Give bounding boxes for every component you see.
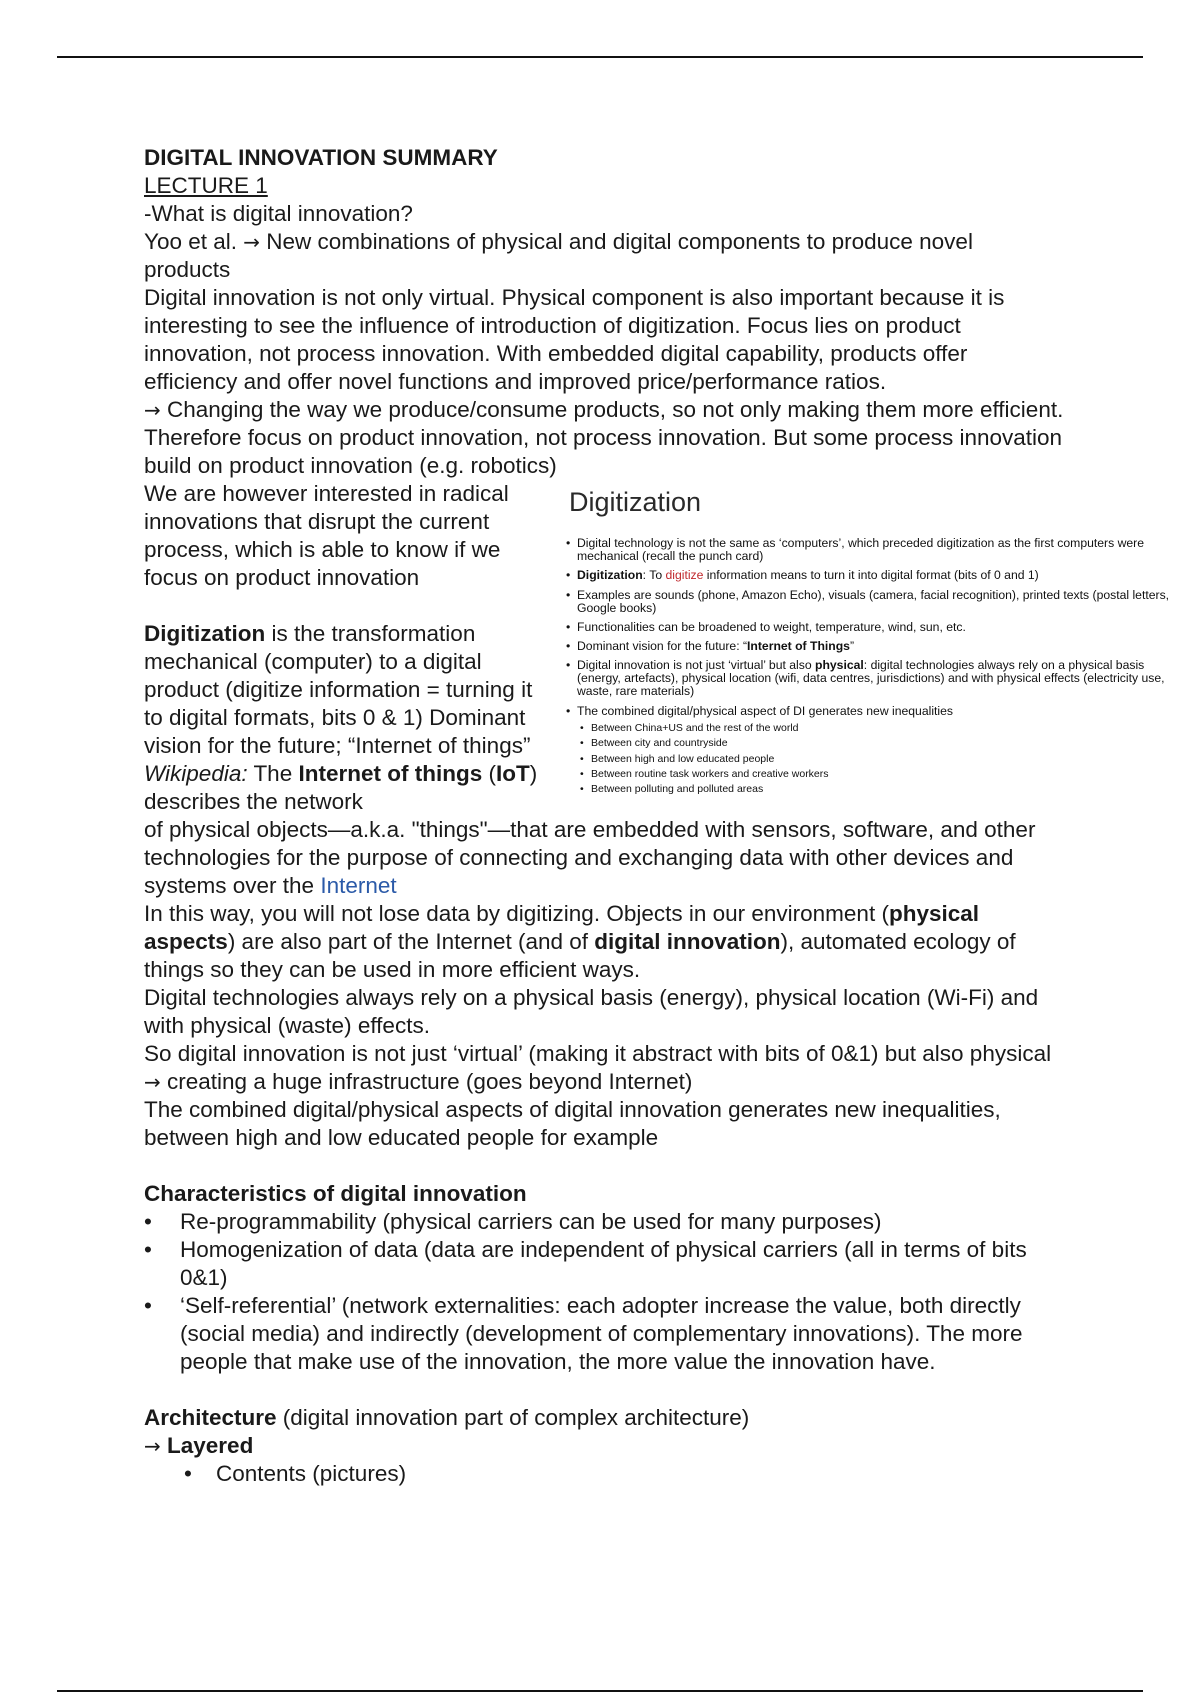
- layered-heading: → Layered: [144, 1433, 254, 1458]
- slide-sub-bullet: • Between polluting and polluted areas: [577, 782, 1183, 797]
- yoo-definition: Yoo et al. → New combinations of physical and digital components to produce novel products: [144, 229, 973, 282]
- bottom-rule: [57, 1690, 1143, 1692]
- internet-link[interactable]: Internet: [320, 873, 397, 898]
- layered-list: [144, 1460, 1064, 1488]
- slide-title: Digitization: [569, 487, 702, 517]
- slide-sub-bullet: • Between China+US and the rest of the world: [577, 721, 1183, 736]
- list-item: • Homogenization of data (data are independent of physical carriers (all in terms of bits 0&1): [144, 1236, 1064, 1292]
- top-rule: [57, 56, 1143, 58]
- wikipedia-quote-start: Wikipedia: The Internet of things (IoT) describes the network: [144, 761, 538, 814]
- arrow-icon: →: [144, 1434, 161, 1458]
- slide-bullet: • The combined digital/physical aspect of DI generates new inequalities • Between China+US and the rest of the world • Between city and countryside • Between high and low educated people • Between routine task workers and creative workers • Between polluting and polluted areas: [563, 705, 1183, 798]
- paragraph-data-loss: In this way, you will not lose data by digitizing. Objects in our environment (physical aspects) are also part of the Internet (and of digital innovation), automated ecology of things so they can be used in more efficient ways.: [144, 901, 1016, 982]
- digitization-definition: Digitization is the transformation mechanical (computer) to a digital product (digitize information = turning it to digital formats, bits 0 & 1) Dominant vision for the future; “Internet of things”: [144, 621, 533, 758]
- digitization-column: [144, 480, 549, 816]
- paragraph-inequalities: The combined digital/physical aspects of digital innovation generates new inequalities, between high and low educated people for example: [144, 1097, 1001, 1150]
- paragraph-virtual: Digital innovation is not only virtual. Physical component is also important because it is interesting to see the influence of introduction of digitization. Focus lies on product innovation, not process innovation. With embedded digital capability, products offer efficiency and offer novel functions and improved price/performance ratios.: [144, 285, 1005, 394]
- intro-question: -What is digital innovation?: [144, 201, 413, 226]
- lecture-heading: LECTURE 1: [144, 173, 268, 198]
- characteristics-heading: Characteristics of digital innovation: [144, 1181, 527, 1206]
- paragraph-physical-basis: Digital technologies always rely on a physical basis (energy), physical location (Wi-Fi) and with physical (waste) effects.: [144, 985, 1039, 1038]
- list-item: • Re-programmability (physical carriers can be used for many purposes): [144, 1208, 1064, 1236]
- paragraph-changing: → Changing the way we produce/consume products, so not only making them more efficient. Therefore focus on product innovation, not process innovation. But some process innovation build on product innovation (e.g. robotics): [144, 397, 1064, 478]
- slide-bullets: [563, 537, 1183, 798]
- arrow-icon: →: [144, 398, 161, 422]
- slide-sub-bullets: [577, 721, 1183, 798]
- slide-bullet: • Digitization: To digitize information means to turn it into digital format (bits of 0 and 1): [563, 569, 1183, 582]
- document-body: [144, 144, 1170, 1488]
- wikipedia-quote-continued: of physical objects—a.k.a. "things"—that are embedded with sensors, software, and other technologies for the purpose of connecting and exchanging data with other devices and systems over the Internet: [144, 817, 1036, 898]
- architecture-heading: Architecture (digital innovation part of complex architecture): [144, 1405, 750, 1430]
- paragraph-radical: We are however interested in radical innovations that disrupt the current process, which is able to know if we focus on product innovation: [144, 481, 509, 590]
- slide-bullet: • Digital technology is not the same as ‘computers’, which preceded digitization as the first computers were mechanical (recall the punch card): [563, 537, 1183, 563]
- slide-bullet: • Digital innovation is not just ‘virtual’ but also physical: digital technologies always rely on a physical basis (energy, artefacts), physical location (wifi, data centres, jurisdictions) and with physical effects (electricity use, waste, rare materials): [563, 659, 1183, 698]
- document-title: DIGITAL INNOVATION SUMMARY: [144, 145, 498, 170]
- slide-bullet: • Examples are sounds (phone, Amazon Echo), visuals (camera, facial recognition), printed texts (postal letters, Google books): [563, 589, 1183, 615]
- slide-sub-bullet: • Between high and low educated people: [577, 752, 1183, 767]
- slide-bullet: • Dominant vision for the future: “Internet of Things”: [563, 640, 1183, 653]
- slide-sub-bullet: • Between city and countryside: [577, 736, 1183, 751]
- slide-bullet: • Functionalities can be broadened to weight, temperature, wind, sun, etc.: [563, 621, 1183, 634]
- arrow-icon: →: [243, 230, 261, 254]
- characteristics-list: [144, 1208, 1064, 1376]
- list-item: • ‘Self-referential’ (network externalities: each adopter increase the value, both directly (social media) and indirectly (development of complementary innovations). The more people that make use of the innovation, the more value the innovation have.: [144, 1292, 1064, 1376]
- arrow-icon: →: [144, 1070, 161, 1094]
- list-item: • Contents (pictures): [144, 1460, 1064, 1488]
- paragraph-not-virtual: So digital innovation is not just ‘virtual’ (making it abstract with bits of 0&1) but also physical → creating a huge infrastructure (goes beyond Internet): [144, 1041, 1052, 1094]
- digitization-slide-image: [563, 487, 1183, 827]
- slide-sub-bullet: • Between routine task workers and creative workers: [577, 767, 1183, 782]
